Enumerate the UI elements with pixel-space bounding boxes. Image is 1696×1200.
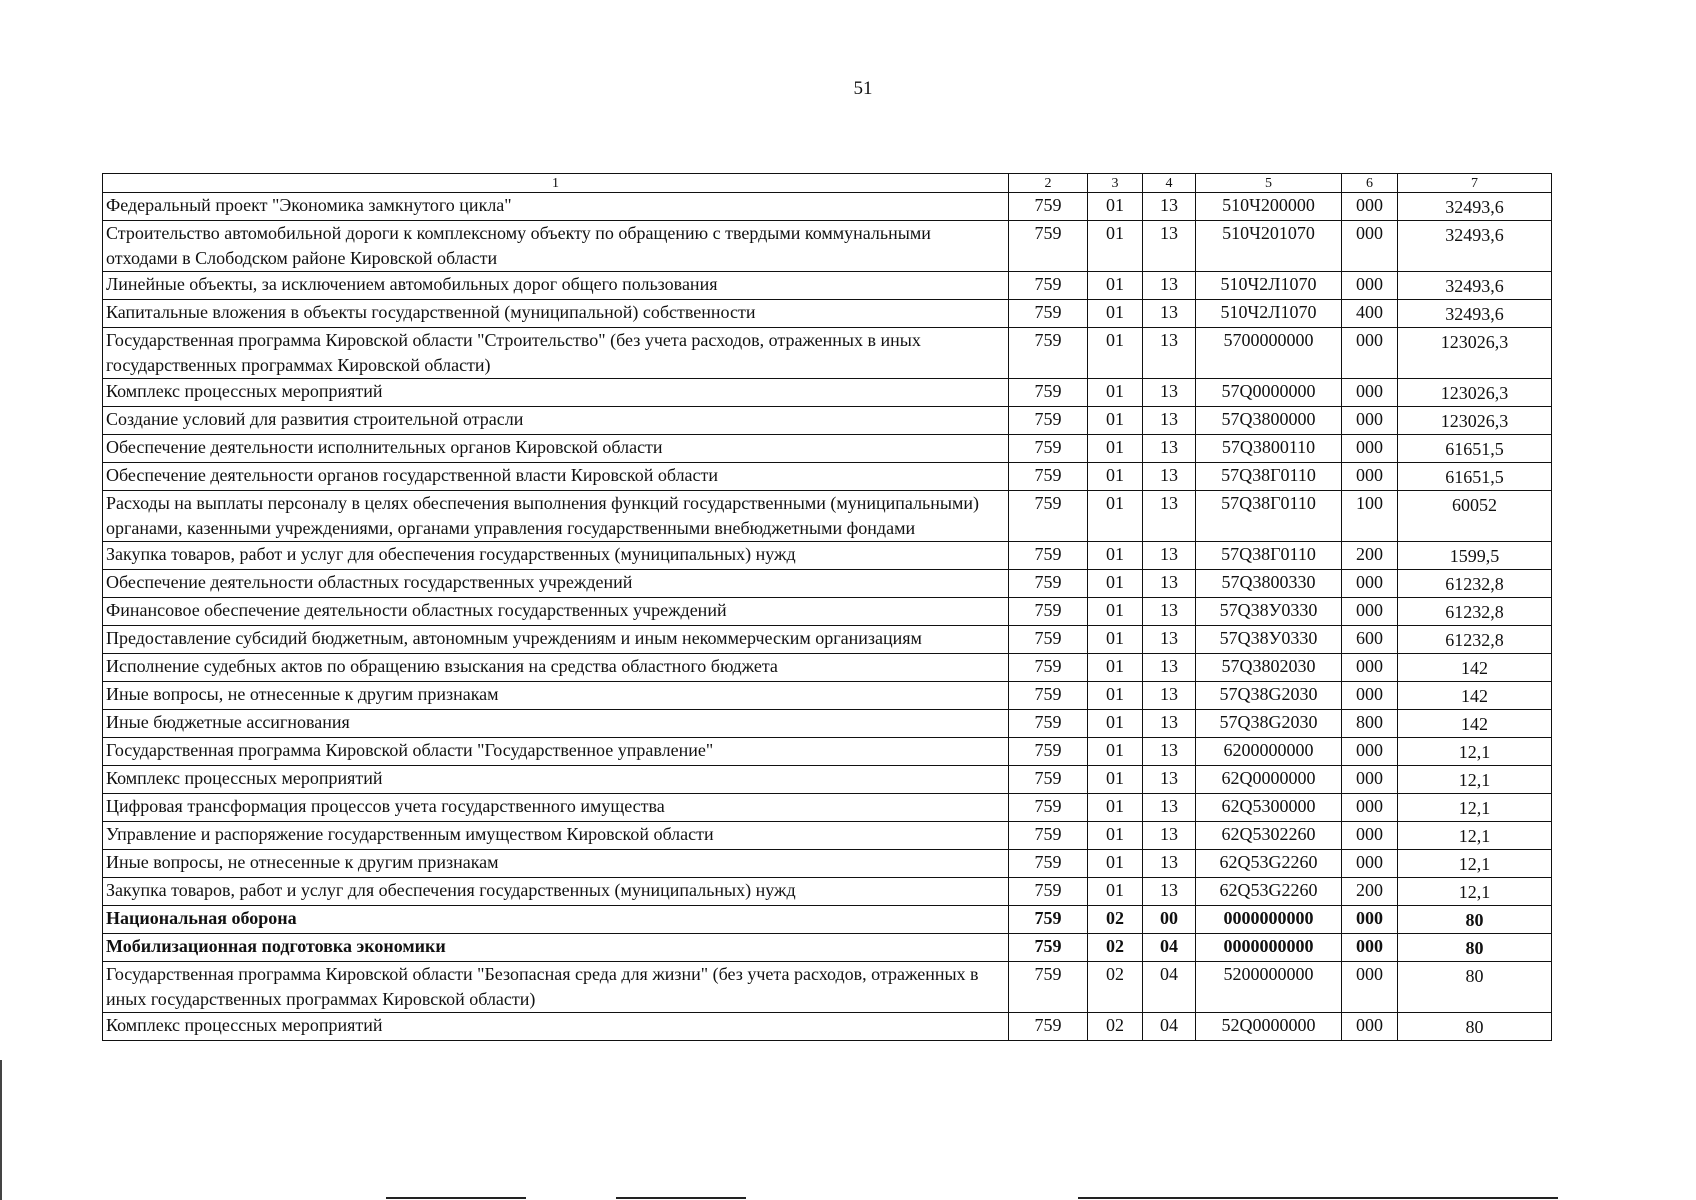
- header-col-sum: 7: [1398, 174, 1552, 193]
- cell-amount: 123026,3: [1398, 328, 1552, 379]
- cell-name: Закупка товаров, работ и услуг для обеспечения государственных (муниципальных) нужд: [103, 878, 1009, 906]
- cell-ved-code: 759: [1009, 850, 1088, 878]
- cell-expense-type-code: 000: [1342, 435, 1398, 463]
- cell-amount: 32493,6: [1398, 272, 1552, 300]
- table-row: [103, 570, 1552, 598]
- cell-name: Финансовое обеспечение деятельности областных государственных учреждений: [103, 598, 1009, 626]
- cell-expense-type-code: 000: [1342, 654, 1398, 682]
- cell-ved-code: 759: [1009, 598, 1088, 626]
- cell-amount: 32493,6: [1398, 300, 1552, 328]
- cell-ved-code: 759: [1009, 491, 1088, 542]
- cell-section-code: 01: [1088, 463, 1143, 491]
- scan-artifact-line: [386, 1197, 526, 1199]
- cell-amount: 80: [1398, 962, 1552, 1013]
- cell-ved-code: 759: [1009, 738, 1088, 766]
- cell-ved-code: 759: [1009, 542, 1088, 570]
- table-row: [103, 379, 1552, 407]
- table-row: [103, 822, 1552, 850]
- cell-target-article-code: 57Q38G2030: [1196, 682, 1342, 710]
- cell-section-code: 01: [1088, 682, 1143, 710]
- cell-target-article-code: 510Ч201070: [1196, 221, 1342, 272]
- cell-name: Комплекс процессных мероприятий: [103, 1013, 1009, 1041]
- cell-section-code: 01: [1088, 738, 1143, 766]
- cell-subsection-code: 13: [1143, 542, 1196, 570]
- table-row: [103, 850, 1552, 878]
- cell-amount: 32493,6: [1398, 193, 1552, 221]
- cell-section-code: 02: [1088, 934, 1143, 962]
- table-row: [103, 463, 1552, 491]
- cell-name: Государственная программа Кировской области "Строительство" (без учета расходов, отраженных в иных государственных программах Кировской области): [103, 328, 1009, 379]
- cell-target-article-code: 510Ч200000: [1196, 193, 1342, 221]
- scan-artifact-edge: [0, 1060, 2, 1200]
- cell-subsection-code: 04: [1143, 934, 1196, 962]
- cell-expense-type-code: 000: [1342, 738, 1398, 766]
- table-row: [103, 626, 1552, 654]
- cell-name: Предоставление субсидий бюджетным, автономным учреждениям и иным некоммерческим организациям: [103, 626, 1009, 654]
- cell-section-code: 01: [1088, 542, 1143, 570]
- cell-amount: 12,1: [1398, 822, 1552, 850]
- cell-target-article-code: 57Q38Г0110: [1196, 463, 1342, 491]
- cell-target-article-code: 57Q3802030: [1196, 654, 1342, 682]
- cell-expense-type-code: 100: [1342, 491, 1398, 542]
- cell-subsection-code: 13: [1143, 491, 1196, 542]
- cell-expense-type-code: 000: [1342, 850, 1398, 878]
- cell-target-article-code: 62Q53G2260: [1196, 878, 1342, 906]
- cell-section-code: 01: [1088, 300, 1143, 328]
- cell-subsection-code: 13: [1143, 654, 1196, 682]
- cell-target-article-code: 57Q38Г0110: [1196, 542, 1342, 570]
- table-row: [103, 934, 1552, 962]
- table-row: [103, 738, 1552, 766]
- cell-expense-type-code: 000: [1342, 328, 1398, 379]
- cell-ved-code: 759: [1009, 682, 1088, 710]
- table-row: [103, 221, 1552, 272]
- cell-amount: 61232,8: [1398, 626, 1552, 654]
- cell-ved-code: 759: [1009, 710, 1088, 738]
- header-col-vr: 6: [1342, 174, 1398, 193]
- cell-subsection-code: 13: [1143, 193, 1196, 221]
- table-row: [103, 542, 1552, 570]
- cell-amount: 1599,5: [1398, 542, 1552, 570]
- cell-target-article-code: 6200000000: [1196, 738, 1342, 766]
- cell-subsection-code: 13: [1143, 570, 1196, 598]
- cell-amount: 142: [1398, 654, 1552, 682]
- cell-name: Государственная программа Кировской области "Безопасная среда для жизни" (без учета расходов, отраженных в иных государственных программах Кировской области): [103, 962, 1009, 1013]
- cell-subsection-code: 13: [1143, 272, 1196, 300]
- cell-amount: 61651,5: [1398, 435, 1552, 463]
- cell-target-article-code: 52Q0000000: [1196, 1013, 1342, 1041]
- cell-section-code: 01: [1088, 328, 1143, 379]
- cell-ved-code: 759: [1009, 221, 1088, 272]
- header-col-name: 1: [103, 174, 1009, 193]
- cell-amount: 12,1: [1398, 878, 1552, 906]
- scan-artifact-line: [1078, 1197, 1558, 1199]
- cell-target-article-code: 57Q38Г0110: [1196, 491, 1342, 542]
- table-row: [103, 654, 1552, 682]
- cell-name: Создание условий для развития строительной отрасли: [103, 407, 1009, 435]
- header-col-csr: 5: [1196, 174, 1342, 193]
- cell-expense-type-code: 000: [1342, 193, 1398, 221]
- cell-amount: 60052: [1398, 491, 1552, 542]
- cell-amount: 123026,3: [1398, 407, 1552, 435]
- cell-target-article-code: 5200000000: [1196, 962, 1342, 1013]
- cell-amount: 80: [1398, 934, 1552, 962]
- cell-section-code: 01: [1088, 221, 1143, 272]
- cell-target-article-code: 5700000000: [1196, 328, 1342, 379]
- table-row: [103, 710, 1552, 738]
- cell-target-article-code: 510Ч2Л1070: [1196, 300, 1342, 328]
- table-row: [103, 328, 1552, 379]
- header-col-rz: 3: [1088, 174, 1143, 193]
- cell-expense-type-code: 000: [1342, 1013, 1398, 1041]
- cell-ved-code: 759: [1009, 272, 1088, 300]
- cell-subsection-code: 13: [1143, 822, 1196, 850]
- cell-amount: 32493,6: [1398, 221, 1552, 272]
- cell-name: Мобилизационная подготовка экономики: [103, 934, 1009, 962]
- cell-ved-code: 759: [1009, 435, 1088, 463]
- cell-section-code: 01: [1088, 878, 1143, 906]
- cell-expense-type-code: 000: [1342, 598, 1398, 626]
- table-row: [103, 300, 1552, 328]
- cell-ved-code: 759: [1009, 300, 1088, 328]
- cell-expense-type-code: 600: [1342, 626, 1398, 654]
- cell-expense-type-code: 000: [1342, 379, 1398, 407]
- cell-target-article-code: 62Q0000000: [1196, 766, 1342, 794]
- cell-target-article-code: 0000000000: [1196, 906, 1342, 934]
- cell-target-article-code: 510Ч2Л1070: [1196, 272, 1342, 300]
- cell-name: Линейные объекты, за исключением автомобильных дорог общего пользования: [103, 272, 1009, 300]
- cell-name: Цифровая трансформация процессов учета государственного имущества: [103, 794, 1009, 822]
- cell-ved-code: 759: [1009, 1013, 1088, 1041]
- cell-amount: 61651,5: [1398, 463, 1552, 491]
- cell-ved-code: 759: [1009, 379, 1088, 407]
- cell-subsection-code: 13: [1143, 221, 1196, 272]
- header-col-pr: 4: [1143, 174, 1196, 193]
- cell-name: Иные вопросы, не отнесенные к другим признакам: [103, 682, 1009, 710]
- cell-amount: 80: [1398, 1013, 1552, 1041]
- cell-name: Иные бюджетные ассигнования: [103, 710, 1009, 738]
- cell-ved-code: 759: [1009, 934, 1088, 962]
- cell-target-article-code: 57Q3800110: [1196, 435, 1342, 463]
- cell-name: Закупка товаров, работ и услуг для обеспечения государственных (муниципальных) нужд: [103, 542, 1009, 570]
- table-row: [103, 962, 1552, 1013]
- cell-expense-type-code: 000: [1342, 766, 1398, 794]
- cell-target-article-code: 62Q5300000: [1196, 794, 1342, 822]
- cell-ved-code: 759: [1009, 654, 1088, 682]
- cell-expense-type-code: 000: [1342, 221, 1398, 272]
- cell-section-code: 01: [1088, 654, 1143, 682]
- cell-ved-code: 759: [1009, 328, 1088, 379]
- cell-ved-code: 759: [1009, 962, 1088, 1013]
- table-row: [103, 906, 1552, 934]
- table-row: [103, 1013, 1552, 1041]
- table-row: [103, 491, 1552, 542]
- cell-name: Комплекс процессных мероприятий: [103, 379, 1009, 407]
- cell-expense-type-code: 000: [1342, 570, 1398, 598]
- cell-target-article-code: 62Q53G2260: [1196, 850, 1342, 878]
- cell-subsection-code: 04: [1143, 962, 1196, 1013]
- table-row: [103, 435, 1552, 463]
- table-row: [103, 272, 1552, 300]
- cell-section-code: 01: [1088, 272, 1143, 300]
- cell-name: Комплекс процессных мероприятий: [103, 766, 1009, 794]
- cell-subsection-code: 13: [1143, 328, 1196, 379]
- cell-section-code: 01: [1088, 491, 1143, 542]
- cell-amount: 12,1: [1398, 794, 1552, 822]
- cell-expense-type-code: 000: [1342, 272, 1398, 300]
- cell-section-code: 01: [1088, 766, 1143, 794]
- cell-amount: 123026,3: [1398, 379, 1552, 407]
- cell-amount: 12,1: [1398, 738, 1552, 766]
- cell-section-code: 01: [1088, 710, 1143, 738]
- cell-name: Расходы на выплаты персоналу в целях обеспечения выполнения функций государственными (муниципальными) органами, казенными учреждениями, органами управления государственными внебюджетными фондами: [103, 491, 1009, 542]
- cell-expense-type-code: 000: [1342, 906, 1398, 934]
- cell-subsection-code: 13: [1143, 710, 1196, 738]
- cell-amount: 61232,8: [1398, 598, 1552, 626]
- budget-allocation-table: [102, 173, 1552, 1041]
- cell-name: Исполнение судебных актов по обращению взыскания на средства областного бюджета: [103, 654, 1009, 682]
- cell-section-code: 01: [1088, 379, 1143, 407]
- cell-ved-code: 759: [1009, 878, 1088, 906]
- cell-ved-code: 759: [1009, 570, 1088, 598]
- cell-target-article-code: 62Q5302260: [1196, 822, 1342, 850]
- cell-name: Капитальные вложения в объекты государственной (муниципальной) собственности: [103, 300, 1009, 328]
- cell-name: Управление и распоряжение государственным имуществом Кировской области: [103, 822, 1009, 850]
- cell-section-code: 01: [1088, 822, 1143, 850]
- cell-section-code: 01: [1088, 850, 1143, 878]
- cell-expense-type-code: 200: [1342, 542, 1398, 570]
- cell-subsection-code: 13: [1143, 598, 1196, 626]
- cell-expense-type-code: 000: [1342, 682, 1398, 710]
- cell-name: Иные вопросы, не отнесенные к другим признакам: [103, 850, 1009, 878]
- cell-section-code: 01: [1088, 598, 1143, 626]
- cell-amount: 142: [1398, 710, 1552, 738]
- cell-expense-type-code: 000: [1342, 962, 1398, 1013]
- cell-target-article-code: 0000000000: [1196, 934, 1342, 962]
- cell-target-article-code: 57Q3800000: [1196, 407, 1342, 435]
- cell-target-article-code: 57Q0000000: [1196, 379, 1342, 407]
- table-row: [103, 407, 1552, 435]
- cell-ved-code: 759: [1009, 626, 1088, 654]
- cell-amount: 12,1: [1398, 850, 1552, 878]
- cell-expense-type-code: 800: [1342, 710, 1398, 738]
- cell-target-article-code: 57Q38G2030: [1196, 710, 1342, 738]
- cell-subsection-code: 13: [1143, 738, 1196, 766]
- cell-ved-code: 759: [1009, 766, 1088, 794]
- cell-name: Национальная оборона: [103, 906, 1009, 934]
- cell-expense-type-code: 200: [1342, 878, 1398, 906]
- cell-subsection-code: 13: [1143, 766, 1196, 794]
- header-col-ved: 2: [1009, 174, 1088, 193]
- cell-subsection-code: 13: [1143, 682, 1196, 710]
- cell-subsection-code: 00: [1143, 906, 1196, 934]
- table-header-row: [103, 174, 1552, 193]
- table-row: [103, 766, 1552, 794]
- cell-name: Обеспечение деятельности органов государственной власти Кировской области: [103, 463, 1009, 491]
- cell-expense-type-code: 000: [1342, 822, 1398, 850]
- cell-name: Обеспечение деятельности исполнительных органов Кировской области: [103, 435, 1009, 463]
- cell-ved-code: 759: [1009, 193, 1088, 221]
- cell-amount: 61232,8: [1398, 570, 1552, 598]
- cell-name: Государственная программа Кировской области "Государственное управление": [103, 738, 1009, 766]
- scan-artifact-line: [616, 1197, 746, 1199]
- cell-expense-type-code: 000: [1342, 407, 1398, 435]
- cell-target-article-code: 57Q38У0330: [1196, 598, 1342, 626]
- cell-section-code: 01: [1088, 794, 1143, 822]
- cell-subsection-code: 13: [1143, 850, 1196, 878]
- cell-subsection-code: 13: [1143, 463, 1196, 491]
- table-row: [103, 794, 1552, 822]
- cell-section-code: 01: [1088, 193, 1143, 221]
- cell-target-article-code: 57Q3800330: [1196, 570, 1342, 598]
- cell-section-code: 02: [1088, 906, 1143, 934]
- cell-expense-type-code: 000: [1342, 463, 1398, 491]
- cell-ved-code: 759: [1009, 407, 1088, 435]
- cell-ved-code: 759: [1009, 822, 1088, 850]
- cell-name: Строительство автомобильной дороги к комплексному объекту по обращению с твердыми коммунальными отходами в Слободском районе Кировской области: [103, 221, 1009, 272]
- cell-name: Федеральный проект "Экономика замкнутого цикла": [103, 193, 1009, 221]
- cell-amount: 80: [1398, 906, 1552, 934]
- cell-section-code: 01: [1088, 407, 1143, 435]
- cell-section-code: 02: [1088, 962, 1143, 1013]
- table-body: [103, 193, 1552, 1041]
- cell-subsection-code: 13: [1143, 379, 1196, 407]
- cell-section-code: 01: [1088, 435, 1143, 463]
- cell-section-code: 01: [1088, 626, 1143, 654]
- table-row: [103, 682, 1552, 710]
- table-row: [103, 193, 1552, 221]
- cell-amount: 12,1: [1398, 766, 1552, 794]
- cell-section-code: 02: [1088, 1013, 1143, 1041]
- table-row: [103, 598, 1552, 626]
- cell-subsection-code: 13: [1143, 794, 1196, 822]
- cell-section-code: 01: [1088, 570, 1143, 598]
- cell-expense-type-code: 400: [1342, 300, 1398, 328]
- page-number: 51: [853, 78, 873, 99]
- cell-expense-type-code: 000: [1342, 934, 1398, 962]
- cell-ved-code: 759: [1009, 906, 1088, 934]
- cell-expense-type-code: 000: [1342, 794, 1398, 822]
- cell-ved-code: 759: [1009, 794, 1088, 822]
- cell-name: Обеспечение деятельности областных государственных учреждений: [103, 570, 1009, 598]
- cell-subsection-code: 13: [1143, 626, 1196, 654]
- cell-subsection-code: 13: [1143, 878, 1196, 906]
- cell-subsection-code: 04: [1143, 1013, 1196, 1041]
- table-row: [103, 878, 1552, 906]
- cell-subsection-code: 13: [1143, 435, 1196, 463]
- cell-subsection-code: 13: [1143, 300, 1196, 328]
- cell-ved-code: 759: [1009, 463, 1088, 491]
- cell-amount: 142: [1398, 682, 1552, 710]
- cell-target-article-code: 57Q38У0330: [1196, 626, 1342, 654]
- cell-subsection-code: 13: [1143, 407, 1196, 435]
